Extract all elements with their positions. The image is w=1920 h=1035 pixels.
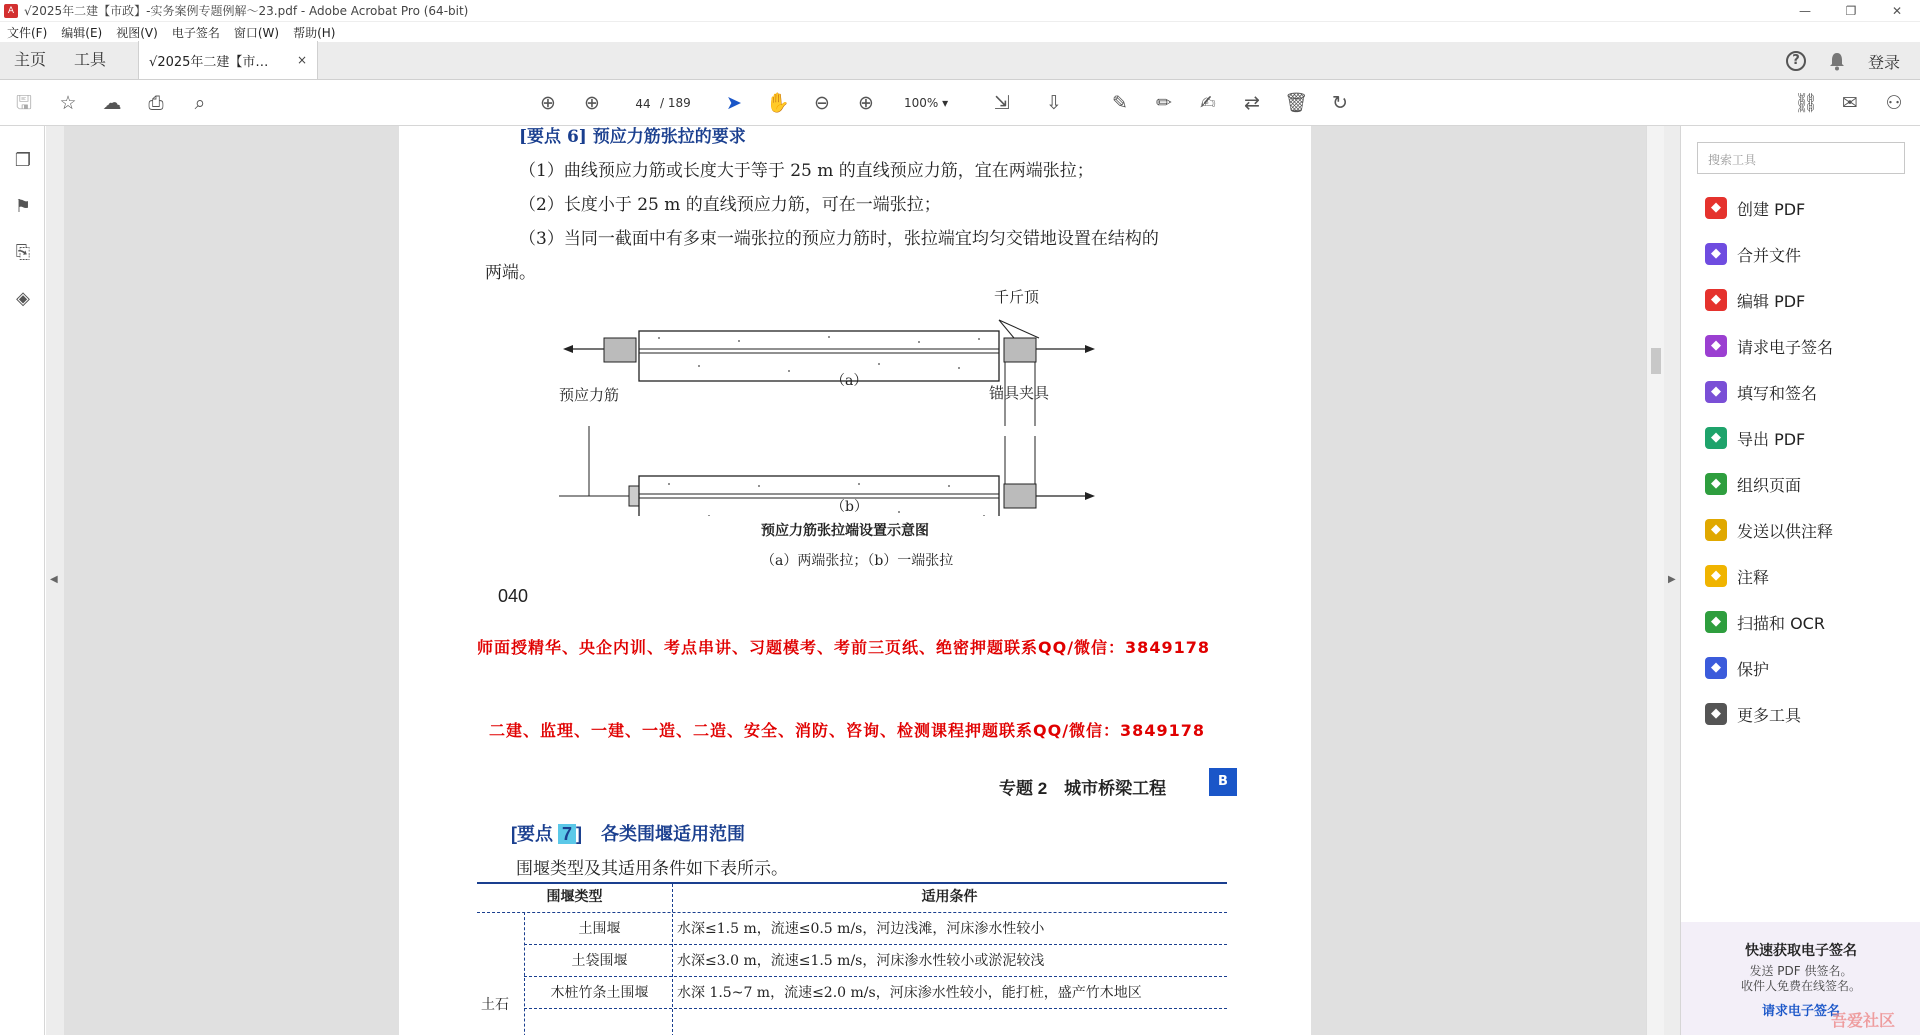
heading-suffix: ] [576,824,583,844]
menu-edit[interactable]: 编辑(E) [61,25,103,40]
tool-item-label: 创建 PDF [1737,199,1806,219]
tool-item-2[interactable] [1705,286,1805,314]
section-heading-6: [要点 6] 预应力筋张拉的要求 [519,127,746,147]
send-comment-icon: ◆ [1705,519,1727,541]
tool-item-label: 填写和签名 [1737,383,1818,403]
paragraph-3: （3）当同一截面中有多束一端张拉的预应力筋时，张拉端宜均匀交错地设置在结构的 [519,229,1159,249]
tool-item-label: 扫描和 OCR [1737,613,1825,633]
pdf-page-41 [399,712,1311,1035]
print-icon[interactable]: ⎙ [148,92,164,114]
menu-file[interactable]: 文件(F) [7,25,48,40]
title-bar [0,0,1920,22]
label-fig-b: （b） [831,499,868,515]
tool-item-label: 组织页面 [1737,475,1802,495]
vertical-scrollbar[interactable] [1646,126,1664,1035]
page-number-input[interactable]: 44 [635,97,651,111]
label-anchor: 锚具夹具 [989,384,1050,402]
page-fit-icon[interactable]: ⇲ [994,92,1010,114]
bookmark-star-icon[interactable]: ☆ [59,92,77,114]
share-edit-icon[interactable]: ⇄ [1244,92,1260,114]
sign-icon[interactable]: ✍ [1200,92,1216,114]
promo-banner-1: 师面授精华、央企内训、考点串讲、习题模考、考前三页纸、绝密押题联系QQ/微信：3849178 [477,638,1210,657]
fill-sign-icon: ◆ [1705,381,1727,403]
tool-item-label: 保护 [1737,659,1770,679]
arrowhead-right-b [1085,492,1095,500]
delete-icon[interactable]: 🗑 [1284,92,1309,114]
zoom-search-icon[interactable]: ⌕ [194,92,206,114]
watermark: 吾爱社区 [1831,1011,1896,1030]
tool-item-label: 编辑 PDF [1737,291,1806,311]
table-intro: 围堰类型及其适用条件如下表所示。 [516,859,788,879]
th-type: 围堰类型 [546,889,603,905]
promo-line2: 收件人免费在线签名。 [1740,979,1861,993]
zoom-level-select[interactable]: 100% ▾ [904,96,949,110]
acrobat-app-icon: A [4,4,18,18]
tool-item-1[interactable] [1705,240,1801,268]
paragraph-1: （1）曲线预应力筋或长度大于等于 25 m 的直线预应力筋，宜在两端张拉； [519,161,1094,181]
link-share-icon[interactable]: ⛓ [1794,92,1819,114]
tool-item-9[interactable] [1705,608,1825,636]
tool-item-label: 注释 [1737,567,1770,587]
tab-bar [0,42,1920,80]
close-window-button[interactable]: ✕ [1891,4,1903,18]
tools-search-input[interactable]: 搜索工具 [1697,142,1905,174]
tab-document-label: √2025年二建【市… [149,54,269,70]
highlight-icon[interactable]: ✏ [1156,92,1172,114]
label-jack: 千斤顶 [994,288,1040,306]
promo-line1: 发送 PDF 供签名。 [1749,964,1853,978]
figure-caption: （a）两端张拉；（b）一端张拉 [761,553,954,569]
tool-item-0[interactable] [1705,194,1805,222]
account-plus-icon[interactable]: ⚇ [1885,92,1903,114]
protect-icon: ◆ [1705,657,1727,679]
close-tab-icon[interactable]: × [296,53,308,67]
export-pdf-icon: ◆ [1705,427,1727,449]
tool-item-5[interactable] [1705,424,1805,452]
zoom-level-value: 100% [904,96,939,110]
label-fig-a: （a） [831,373,868,389]
heading-title: 各类围堰适用范围 [601,824,746,844]
tool-item-7[interactable] [1705,516,1833,544]
select-cursor-icon[interactable]: ➤ [726,92,742,114]
zoom-in-icon[interactable]: ⊕ [858,92,874,114]
main-toolbar [0,80,1920,126]
page-thumbnails-icon[interactable]: ❐ [14,150,32,171]
heading-number: 7 [558,824,576,844]
leader-jack [999,320,1014,338]
left-panel-toggle[interactable] [46,126,64,1035]
hand-tool-icon[interactable]: ✋ [766,92,790,114]
sign-in-button[interactable]: 登录 [1867,52,1900,72]
tool-item-3[interactable] [1705,332,1833,360]
cofferdam-table [477,882,1227,1035]
left-navigation-rail [0,126,45,1035]
document-viewport[interactable] [64,126,1646,1035]
tool-item-label: 更多工具 [1737,705,1802,725]
promo-banner-2: 二建、监理、一建、一造、二造、安全、消防、咨询、检测课程押题联系QQ/微信：3849178 [489,721,1205,740]
tool-item-label: 导出 PDF [1737,429,1806,449]
window-title: √2025年二建【市政】-实务案例专题例解～23.pdf - Adobe Acrobat Pro (64-bit) [24,4,469,18]
tab-home[interactable]: 主页 [14,50,47,69]
more-tools-icon: ◆ [1705,703,1727,725]
maximize-button[interactable]: ❐ [1845,4,1857,18]
jack-right-b [1004,484,1036,508]
create-pdf-icon: ◆ [1705,197,1727,219]
tool-item-11[interactable] [1705,700,1801,728]
scan-ocr-icon: ◆ [1705,611,1727,633]
tool-item-10[interactable] [1705,654,1769,682]
help-icon[interactable]: ? [1786,51,1806,71]
row1-cond: 水深≤1.5 m，流速≤0.5 m/s，河边浅滩，河床渗水性较小 [677,921,1045,937]
tool-item-label: 合并文件 [1737,245,1802,265]
previous-page-icon[interactable]: ⊕ [540,92,556,114]
scrollbar-thumb[interactable] [1651,348,1661,374]
tools-pane [1680,126,1920,1035]
page-total: / 189 [660,96,691,110]
prestress-diagram [559,306,1159,516]
chapter-logo-icon: B [1209,768,1237,796]
collapse-right-icon: ▶ [1668,574,1676,585]
menu-bar [0,22,1920,42]
email-icon[interactable]: ✉ [1842,92,1858,114]
layers-icon[interactable]: ◈ [16,288,30,309]
tool-item-4[interactable] [1705,378,1817,406]
save-icon[interactable]: 🖫 [15,92,33,114]
tool-item-8[interactable] [1705,562,1769,590]
menu-window[interactable]: 窗口(W) [233,25,280,40]
tab-document[interactable] [138,41,318,79]
paragraph-2: （2）长度小于 25 m 的直线预应力筋，可在一端张拉； [519,195,941,215]
label-tendon: 预应力筋 [559,386,620,404]
tool-item-6[interactable] [1705,470,1801,498]
comment-icon: ◆ [1705,565,1727,587]
tab-tools[interactable]: 工具 [74,50,107,69]
menu-esign[interactable]: 电子签名 [171,25,220,40]
section-heading-7 [511,820,745,846]
fixed-anchor-b [629,486,639,506]
anchor-left-a [604,338,636,362]
leader-jack-2 [999,320,1039,338]
group-label: 土石 [481,997,509,1013]
organize-pages-icon: ◆ [1705,473,1727,495]
request-esign-icon: ◆ [1705,335,1727,357]
attachments-icon[interactable]: ⎘ [15,242,31,263]
paragraph-3-cont: 两端。 [485,263,536,283]
combine-files-icon: ◆ [1705,243,1727,265]
collapse-left-icon: ◀ [50,574,58,585]
rotate-icon[interactable]: ↻ [1332,92,1348,114]
minimize-button[interactable]: — [1799,4,1811,18]
promo-link[interactable]: 请求电子签名 [1761,1004,1840,1019]
comment-icon[interactable]: ✎ [1112,92,1128,114]
row2-cond: 水深≤3.0 m，流速≤1.5 m/s，河床渗水性较小或淤泥较浅 [677,953,1045,969]
right-panel-toggle[interactable] [1664,126,1680,1035]
bookmarks-icon[interactable]: ⚑ [14,196,32,217]
row3-type: 木桩竹条土围堰 [550,985,649,1001]
row2-type: 土袋围堰 [571,953,628,969]
figure-title: 预应力筋张拉端设置示意图 [761,523,929,539]
heading-prefix: [要点 [511,824,553,844]
beam-b [639,476,999,516]
edit-pdf-icon: ◆ [1705,289,1727,311]
th-condition: 适用条件 [921,889,978,905]
row3-cond: 水深 1.5~7 m，流速≤2.0 m/s，河床渗水性较小，能打桩，盛产竹木地区 [677,985,1142,1001]
page-number: 040 [498,586,529,606]
notification-bell-icon[interactable] [1828,51,1846,71]
arrowhead-right-a [1085,345,1095,353]
menu-help[interactable]: 帮助(H) [293,25,336,40]
cloud-upload-icon[interactable]: ☁ [102,92,122,114]
next-page-icon[interactable]: ⊕ [584,92,600,114]
menu-view[interactable]: 视图(V) [116,25,158,40]
tool-item-label: 请求电子签名 [1737,337,1834,357]
arrowhead-left-a [563,345,573,353]
beam-a [639,331,999,381]
scroll-mode-icon[interactable]: ⇩ [1046,92,1062,114]
promo-title: 快速获取电子签名 [1745,943,1857,959]
row1-type: 土围堰 [578,921,621,937]
zoom-out-icon[interactable]: ⊖ [814,92,830,114]
tool-item-label: 发送以供注释 [1737,521,1834,541]
running-header: 专题 2 城市桥梁工程 [999,779,1167,798]
jack-right-a [1004,338,1036,362]
